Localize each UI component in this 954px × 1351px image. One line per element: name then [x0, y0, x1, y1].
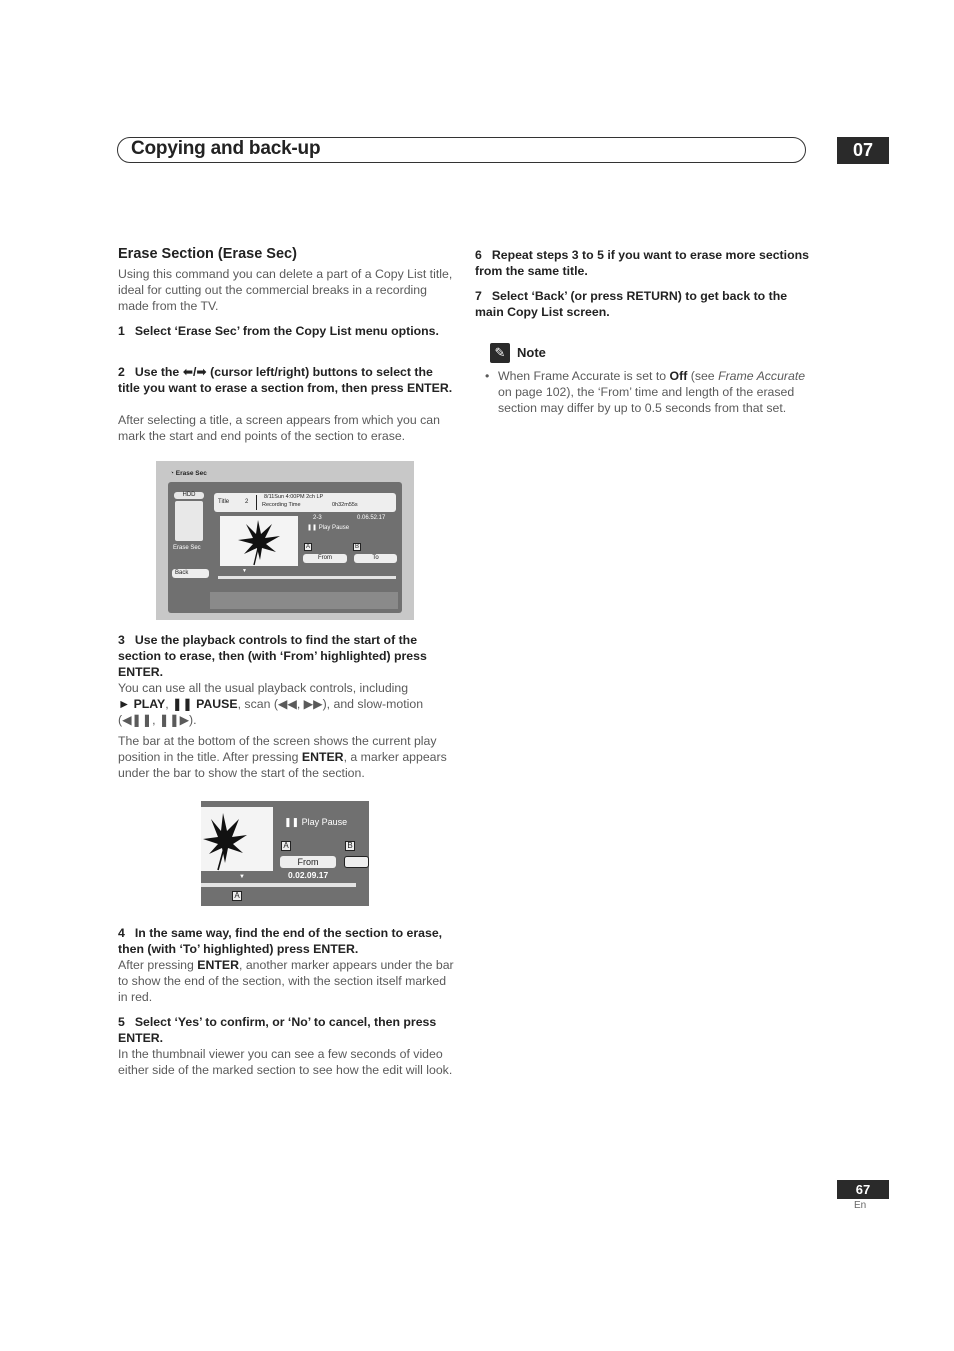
chapter-title: Copying and back-up: [131, 138, 321, 159]
recording-time-label: Recording Time: [262, 502, 301, 508]
body-text: on page 102), the ‘From’ time and length of the erased section may differ by up to 0.5 seconds from that set.: [498, 385, 795, 415]
thumbnail-leaf: [220, 516, 298, 566]
title-info-box: [214, 493, 396, 512]
body-text: The bar at the bottom of the screen shows the current play position in the title. After pressing: [118, 734, 437, 764]
screen-caption: ◔ Erase Sec: [170, 470, 207, 477]
body-text: , scan (◀◀, ▶▶), and slow-motion (◀❚❚, ❚❚▶).: [118, 697, 424, 727]
step-text: Use the: [134, 365, 183, 379]
step-number: 3: [118, 633, 125, 647]
play-status: ❚❚ Play Pause: [284, 817, 348, 827]
step-text: Repeat steps 3 to 5 if you want to erase more sections from the same title.: [475, 248, 809, 278]
step-text: Select ‘Back’ (or press RETURN) to get back to the main Copy List screen.: [475, 289, 788, 319]
step-1: [118, 323, 458, 339]
disc-icon: [175, 501, 203, 541]
body-text: ,: [165, 697, 173, 711]
from-marker-screen-image: [201, 801, 369, 906]
position-marker-icon: ▼: [239, 874, 245, 880]
step-number: 7: [475, 289, 482, 303]
status-strip: [210, 592, 398, 609]
page-language: En: [854, 1200, 867, 1211]
step-2: [118, 364, 458, 396]
play-key: ► PLAY: [118, 697, 166, 711]
menu-erase-sec: Erase Sec: [173, 545, 201, 551]
leaf-image: [220, 516, 298, 566]
note-text: [498, 368, 810, 416]
step-text: Use the playback controls to find the start of the section to erase, then (with ‘From’ highlighted) press ENTER.: [118, 633, 427, 679]
note-bullet: •: [485, 369, 490, 383]
step-number: 6: [475, 248, 482, 262]
step-3: [118, 632, 458, 680]
recording-info: 8/11Sun 4:00PM 2ch LP: [264, 494, 324, 500]
chapter-indicator: 2-3: [313, 515, 322, 521]
step-text: In the same way, find the end of the section to erase, then (with ‘To’ highlighted) press ENTER.: [118, 926, 443, 956]
title-number: 2: [245, 499, 249, 505]
marker-a: A: [305, 544, 310, 550]
step-text: Select ‘Erase Sec’ from the Copy List menu options.: [134, 324, 439, 338]
step-4: [118, 925, 458, 957]
timecode: 0.02.09.17: [288, 870, 329, 880]
progress-bar: [201, 883, 356, 887]
enter-key: ENTER: [301, 750, 344, 764]
start-marker: A: [232, 891, 242, 901]
timecode: 0.06.52.17: [357, 515, 386, 521]
position-marker-icon: ▼: [242, 568, 247, 574]
from-button[interactable]: From: [280, 856, 336, 868]
to-button[interactable]: To: [354, 554, 397, 563]
off-setting: Off: [669, 369, 688, 383]
chapter-number: 07: [837, 137, 889, 164]
enter-key: ENTER: [197, 958, 239, 972]
marker-b: B: [345, 841, 355, 851]
marker-b: B: [354, 544, 359, 550]
body-text: After pressing: [118, 958, 198, 972]
disc-icon: ◔: [170, 470, 174, 477]
title-label: Title: [218, 499, 230, 505]
step-5-body: In the thumbnail viewer you can see a few seconds of video either side of the marked section to see how the edit will look.: [118, 1047, 453, 1077]
note-title: Note: [517, 345, 546, 360]
erase-sec-screen-image: [156, 461, 414, 620]
page-number: 67: [837, 1180, 889, 1199]
play-status: ❚❚ Play Pause: [307, 525, 350, 531]
recording-time: 0h32m55s: [332, 502, 358, 508]
leaf-image: [201, 807, 273, 871]
step-text: Select ‘Yes’ to confirm, or ‘No’ to cancel, then press ENTER.: [118, 1015, 437, 1045]
pause-key: ❚❚ PAUSE: [172, 697, 238, 711]
marker-a: A: [281, 841, 291, 851]
step-7: [475, 288, 815, 320]
to-button[interactable]: [344, 856, 369, 868]
step-number: 1: [118, 324, 125, 338]
step-6: [475, 247, 815, 279]
step-number: 5: [118, 1015, 125, 1029]
step-4-body: [118, 957, 458, 1005]
step-2-body: After selecting a title, a screen appears from which you can mark the start and end points of the section to erase.: [118, 413, 440, 443]
body-text: You can use all the usual playback controls, including: [118, 681, 409, 695]
step-5: [118, 1014, 458, 1046]
step-number: 4: [118, 926, 125, 940]
thumbnail-leaf: [201, 807, 273, 871]
intro-paragraph: Using this command you can delete a part of a Copy List title, ideal for cutting out the commercial breaks in a recording made from the TV.: [118, 267, 453, 313]
from-button[interactable]: From: [303, 554, 347, 563]
step-number: 2: [118, 365, 125, 379]
menu-back-button[interactable]: Back: [172, 569, 209, 578]
step-3-body-a: [118, 680, 458, 728]
frame-accurate-ref: Frame Accurate: [718, 369, 806, 383]
body-text: When Frame Accurate is set to: [498, 369, 670, 383]
step-3-body-b: [118, 733, 458, 781]
divider: [256, 495, 257, 510]
body-text: (see: [687, 369, 719, 383]
body-text: , a marker appears under the bar to show the start of the section.: [118, 750, 447, 780]
hdd-badge: HDD: [174, 492, 204, 499]
step-text: (cursor left/right) buttons to select the title you want to erase a section from, then press ENTER.: [118, 365, 453, 395]
progress-bar: [218, 576, 396, 579]
pencil-icon: ✎: [490, 343, 510, 363]
section-title: Erase Section (Erase Sec): [118, 246, 297, 262]
cursor-arrows-icon: ⬅/➡: [182, 365, 207, 379]
body-text: , another marker appears under the bar to show the end of the section, with the section itself marked in red.: [118, 958, 454, 1004]
